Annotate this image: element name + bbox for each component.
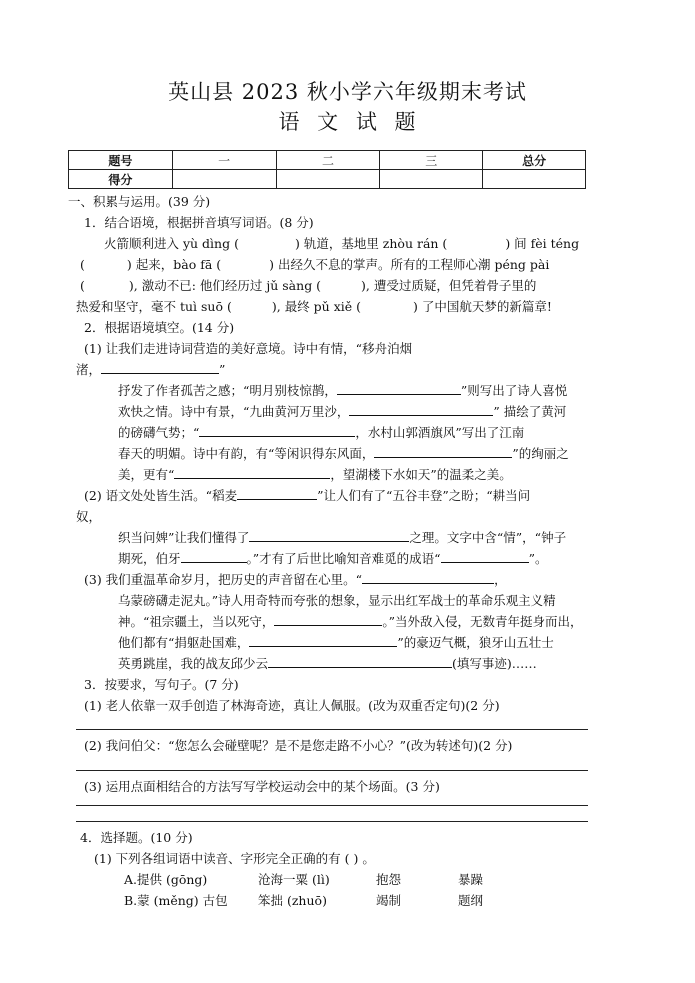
q2-2-line-1: (2) 语文处处皆生活。“稻麦 ”让人们有了“五谷丰登”之盼；“耕当问 [84, 488, 531, 503]
score-input-total[interactable] [483, 170, 586, 189]
q3-1-prompt: (1) 老人依靠一双手创造了林海奇迹，真让人佩服。(改为双重否定句)(2 分) [84, 698, 500, 713]
q2-3-line-5: 英勇跳崖，我的战友邱少云 (填写事迹)…… [118, 656, 537, 671]
exam-title: 英山县 2023 秋小学六年级期末考试 [168, 80, 527, 104]
answer-blank[interactable] [232, 299, 272, 311]
score-input-2[interactable] [276, 170, 380, 189]
question-4-heading: 4．选择题。(10 分) [80, 830, 193, 845]
score-table-header-row [69, 151, 586, 170]
q3-2-prompt: (2) 我问伯父：“您怎么会碰壁呢？是不是您走路不小心？”(改为转述句)(2 分) [84, 738, 513, 753]
score-row-label: 得分 [69, 170, 173, 189]
q3-3-prompt: (3) 运用点面相结合的方法写写学校运动会中的某个场面。(3 分) [84, 779, 440, 794]
answer-blank[interactable] [349, 403, 493, 416]
q2-1-line-1: (1) 让我们走进诗词营造的美好意境。诗中有情，“移舟泊烟 [84, 341, 413, 356]
q2-1-line-5: 的磅礴气势；“ ，水村山郭酒旗风”写出了江南 [118, 425, 525, 440]
q2-2-line-4: 期死，伯牙 。”才有了后世比喻知音难觅的成语“ ”。 [118, 551, 548, 566]
answer-blank[interactable] [199, 424, 355, 437]
score-input-3[interactable] [380, 170, 483, 189]
answer-blank[interactable] [101, 361, 219, 374]
score-table [68, 150, 586, 189]
q2-3-line-4: 他们都有“捐躯赴国难， ”的豪迈气概，狼牙山五壮士 [118, 635, 554, 650]
q2-3-line-1: (3) 我们重温革命岁月，把历史的声音留在心里。“ ， [84, 572, 507, 587]
q1-line-1: 火箭顺利进入 yù dìng ( ) 轨道，基地里 zhòu rán ( ) 间 fèi téng [104, 236, 580, 251]
section-heading: 一、积累与运用。(39 分) [68, 194, 211, 209]
answer-line[interactable] [76, 729, 588, 730]
q1-line-4: 热爱和坚守，毫不 tuì suō ( ), 最终 pǔ xiě ( ) 了中国航天梦的新篇章! [76, 299, 552, 314]
option-b[interactable]: B.蒙 (měng) 古包 笨拙 (zhuō) 竭制 题纲 [124, 893, 484, 908]
q2-3-line-3: 神。“祖宗疆土，当以死守， 。”当外敌入侵，无数青年挺身而出， [118, 614, 583, 629]
q2-2-line-2: 奴， [76, 509, 102, 524]
answer-blank[interactable] [268, 655, 452, 668]
score-cell-section-3: 三 [380, 151, 483, 170]
q2-1-line-4: 欢快之情。诗中有景，“九曲黄河万里沙， ” 描绘了黄河 [118, 404, 567, 419]
answer-blank[interactable] [249, 634, 397, 647]
q1-line-2: ( ) 起来，bào fā ( ) 出经久不息的掌声。所有的工程师心潮 péng pài [80, 257, 550, 272]
score-cell-section-2: 二 [276, 151, 380, 170]
answer-line[interactable] [76, 805, 588, 806]
q2-1-line-6: 春天的明媚。诗中有韵，有“等闲识得东风面， ”的绚丽之 [118, 446, 569, 461]
q1-line-3: ( ), 激动不已: 他们经历过 jǔ sàng ( ), 遭受过质疑，但凭着骨子里的 [80, 278, 537, 293]
score-table-score-row [69, 170, 586, 189]
question-3-heading: 3．按要求，写句子。(7 分) [84, 677, 239, 692]
question-1-heading: 1．结合语境，根据拼音填写词语。(8 分) [84, 215, 314, 230]
q2-2-line-3: 织当问婢”让我们懂得了 之理。文字中含“情”，“钟子 [118, 530, 567, 545]
score-cell-total: 总分 [483, 151, 586, 170]
answer-blank[interactable] [85, 278, 129, 290]
answer-blank[interactable] [174, 466, 330, 479]
q4-1-prompt: (1) 下列各组词语中读音、字形完全正确的有 ( ) 。 [94, 851, 375, 866]
answer-blank[interactable] [374, 445, 512, 458]
exam-subtitle: 语 文 试 题 [278, 110, 417, 134]
answer-blank[interactable] [221, 257, 269, 269]
answer-blank[interactable] [181, 550, 247, 563]
option-a[interactable]: A.提供 (gōng) 沧海一粟 (lì) 抱怨 暴躁 [124, 872, 484, 887]
answer-line[interactable] [76, 821, 588, 822]
score-input-1[interactable] [172, 170, 276, 189]
score-cell-label: 题号 [69, 151, 173, 170]
answer-blank[interactable] [321, 278, 361, 290]
answer-blank[interactable] [441, 550, 529, 563]
score-cell-section-1: 一 [172, 151, 276, 170]
answer-blank[interactable] [237, 487, 317, 500]
answer-blank[interactable] [239, 236, 295, 248]
answer-blank[interactable] [274, 613, 382, 626]
answer-blank[interactable] [249, 529, 409, 542]
answer-blank[interactable] [362, 571, 494, 584]
answer-blank[interactable] [361, 299, 413, 311]
q2-1-line-7: 美，更有“ ，望湖楼下水如天”的温柔之美。 [118, 467, 512, 482]
q2-1-line-3: 抒发了作者孤苦之感；“明月别枝惊鹊， ”则写出了诗人喜悦 [118, 383, 568, 398]
q2-3-line-2: 乌蒙磅礴走泥丸。”诗人用奇特而夸张的想象，显示出红军战士的革命乐观主义精 [118, 593, 556, 608]
answer-blank[interactable] [337, 382, 461, 395]
answer-blank[interactable] [447, 236, 505, 248]
answer-line[interactable] [76, 770, 588, 771]
question-2-heading: 2．根据语境填空。(14 分) [84, 320, 235, 335]
answer-blank[interactable] [85, 257, 127, 269]
q2-1-line-2: 渚， ” [76, 362, 226, 377]
